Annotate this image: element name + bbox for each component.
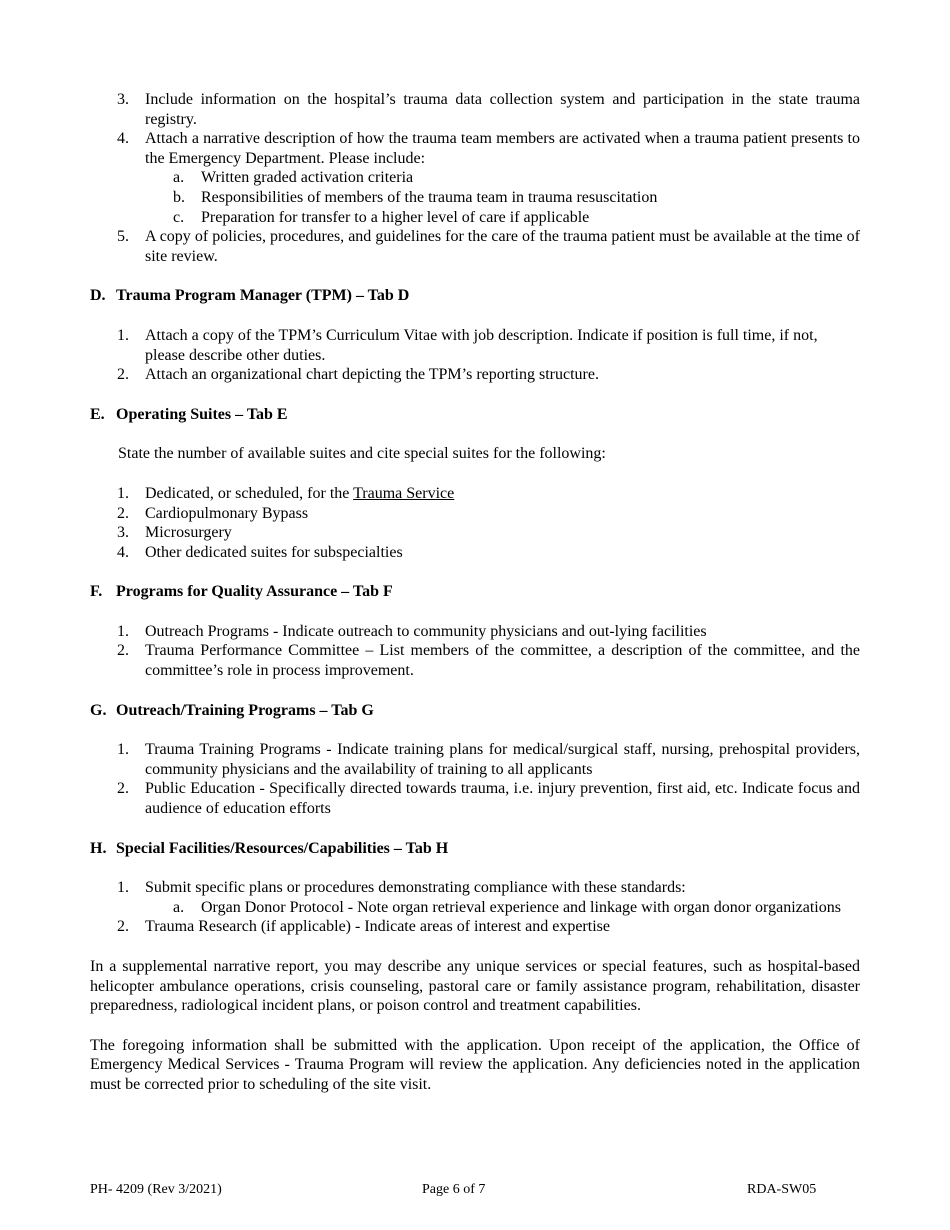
section-f-list	[90, 622, 860, 681]
document-body	[90, 90, 860, 1095]
section-heading-g: G. Outreach/Training Programs – Tab G	[90, 701, 374, 719]
list-item-text: Include information on the hospital’s trauma data collection system and participation in the state trauma registry.	[145, 91, 860, 128]
section-heading-d: D. Trauma Program Manager (TPM) – Tab D	[90, 287, 410, 305]
section-heading-h: H. Special Facilities/Resources/Capabilities – Tab H	[90, 839, 449, 857]
list-item: 1. Trauma Training Programs - Indicate training plans for medical/surgical staff, nursing, prehospital providers, community physicians and the availability of training to all applicants	[117, 741, 860, 778]
list-item: 4. Other dedicated suites for subspecialties	[117, 543, 403, 561]
supplemental-paragraph: In a supplemental narrative report, you may describe any unique services or special features, such as hospital-based helicopter ambulance operations, crisis counseling, pastoral care or family assistance program, rehabilitation, disaster preparedness, radiological incident plans, or poison control and treatment capabilities.	[90, 958, 860, 1015]
list-item: 1. Submit specific plans or procedures demonstrating compliance with these standards:	[117, 879, 686, 897]
section-h-list	[90, 878, 860, 937]
list-item: 2. Trauma Performance Committee – List members of the committee, a description of the committee, and the committee’s role in process improvement.	[117, 642, 860, 680]
list-item: 5. A copy of policies, procedures, and guidelines for the care of the trauma patient must be available at the time of site review.	[117, 228, 860, 265]
section-heading-e: E. Operating Suites – Tab E	[90, 405, 288, 423]
trauma-service-link: Trauma Service	[353, 484, 455, 502]
requirements-list-c	[90, 90, 860, 266]
list-item: 1. Outreach Programs - Indicate outreach to community physicians and out-lying facilities	[117, 622, 707, 640]
list-item: 3. Microsurgery	[117, 524, 232, 542]
list-item: 4. Attach a narrative description of how the trauma team members are activated when a trauma patient presents to the Emergency Department. Please include:	[117, 130, 860, 167]
section-e-intro: State the number of available suites and cite special suites for the following:	[118, 445, 606, 463]
list-item-text: Attach a narrative description of how the trauma team members are activated when a trauma patient presents to the Emergency Department. Please include:	[145, 130, 860, 167]
sub-list-item: c. Preparation for transfer to a higher level of care if applicable	[173, 208, 590, 226]
list-item: 2. Cardiopulmonary Bypass	[117, 504, 309, 522]
list-item-text: A copy of policies, procedures, and guidelines for the care of the trauma patient must be available at the time of site review.	[145, 228, 860, 265]
list-item: 1. Attach a copy of the TPM’s Curriculum Vitae with job description. Indicate if position is full time, if not, please describe other duties.	[117, 326, 818, 364]
list-item: 3. Include information on the hospital’s trauma data collection system and participation in the state trauma registry.	[117, 91, 860, 128]
section-heading-f: F. Programs for Quality Assurance – Tab F	[90, 583, 393, 601]
section-d-list	[90, 326, 860, 385]
submission-paragraph: The foregoing information shall be submitted with the application. Upon receipt of the application, the Office of Emergency Medical Services - Trauma Program will review the application. Any deficiencies noted in the application must be corrected prior to scheduling of the site visit.	[90, 1036, 860, 1093]
form-number: PH- 4209 (Rev 3/2021)	[90, 1182, 222, 1197]
page-number: Page 6 of 7	[422, 1182, 486, 1197]
document-code: RDA-SW05	[747, 1182, 817, 1197]
section-g-list	[90, 740, 860, 818]
sub-list-item: a. Organ Donor Protocol - Note organ retrieval experience and linkage with organ donor organizations	[173, 898, 841, 916]
section-e-list	[90, 484, 860, 562]
sub-list-item: b. Responsibilities of members of the trauma team in trauma resuscitation	[173, 188, 658, 206]
list-item: 1. Dedicated, or scheduled, for the Trauma Service	[117, 484, 455, 502]
sub-list-item: a. Written graded activation criteria	[173, 169, 414, 187]
list-item: 2. Attach an organizational chart depicting the TPM’s reporting structure.	[117, 366, 599, 384]
list-item: 2. Public Education - Specifically directed towards trauma, i.e. injury prevention, first aid, etc. Indicate focus and audience of education efforts	[117, 780, 860, 818]
list-item: 2. Trauma Research (if applicable) - Indicate areas of interest and expertise	[117, 918, 610, 936]
